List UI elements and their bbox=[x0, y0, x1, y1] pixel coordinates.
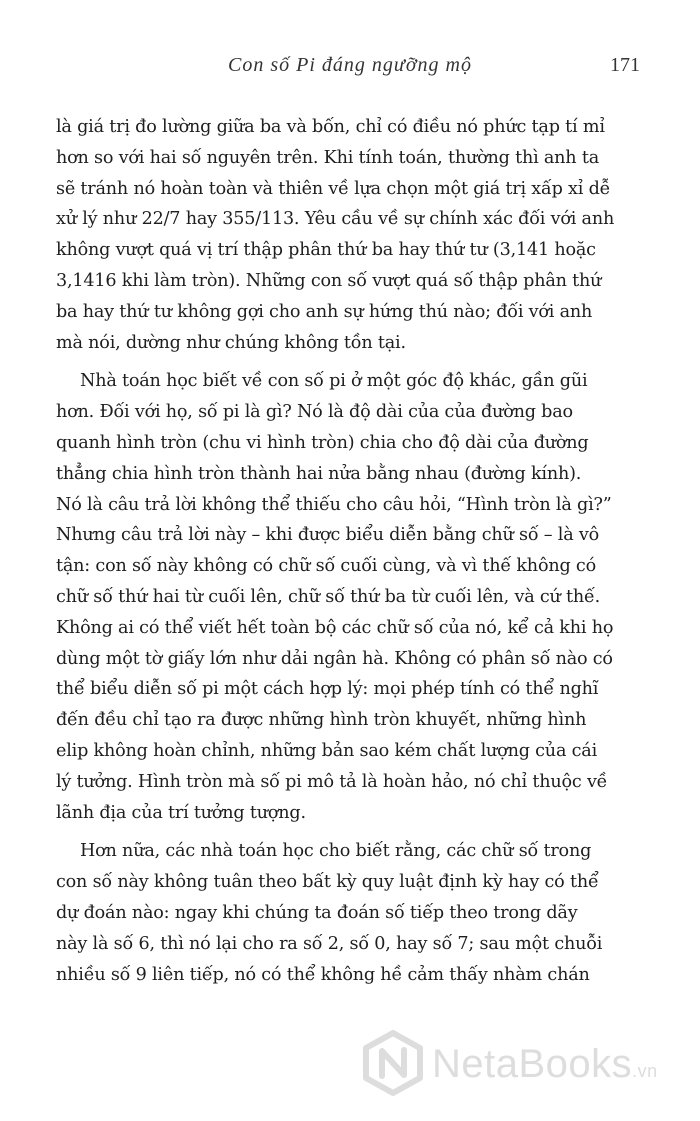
paragraph-3 bbox=[56, 836, 648, 990]
body-text bbox=[56, 112, 648, 990]
text-line: tận: con số này không có chữ số cuối cùng, và vì thế không có bbox=[56, 556, 596, 577]
netabooks-logo-icon bbox=[360, 1030, 426, 1096]
text-line: dùng một tờ giấy lớn như dải ngân hà. Không có phân số nào có bbox=[56, 648, 613, 669]
text-line: đến đều chỉ tạo ra được những hình tròn khuyết, những hình bbox=[56, 710, 587, 731]
text-line: elip không hoàn chỉnh, những bản sao kém chất lượng của cái bbox=[56, 740, 597, 761]
text-line: 3,1416 khi làm tròn). Những con số vượt quá số thập phân thứ bbox=[56, 270, 602, 291]
text-line: lãnh địa của trí tưởng tượng. bbox=[56, 802, 306, 823]
text-line: thể biểu diễn số pi một cách hợp lý: mọi phép tính có thể nghĩ bbox=[56, 679, 599, 700]
page-number: 171 bbox=[610, 54, 640, 76]
text-line: xử lý như 22/7 hay 355/113. Yêu cầu về sự chính xác đối với anh bbox=[56, 209, 615, 230]
text-line: Nó là câu trả lời không thể thiếu cho câu hỏi, “Hình tròn là gì?” bbox=[56, 494, 612, 515]
text-line: Hơn nữa, các nhà toán học cho biết rằng, các chữ số trong bbox=[80, 841, 592, 862]
text-line: Nhà toán học biết về con số pi ở một góc độ khác, gần gũi bbox=[80, 371, 588, 392]
text-line: ba hay thứ tư không gợi cho anh sự hứng thú nào; đối với anh bbox=[56, 301, 593, 322]
text-line: không vượt quá vị trí thập phân thứ ba hay thứ tư (3,141 hoặc bbox=[56, 240, 596, 261]
text-line: con số này không tuân theo bất kỳ quy luật định kỳ hay có thể bbox=[56, 872, 599, 893]
text-line: quanh hình tròn (chu vi hình tròn) chia cho độ dài của đường bbox=[56, 432, 589, 453]
running-title: Con số Pi đáng ngưỡng mộ bbox=[228, 54, 472, 76]
text-line: sẽ tránh nó hoàn toàn và thiên về lựa chọn một giá trị xấp xỉ dễ bbox=[56, 178, 611, 199]
text-line: thẳng chia hình tròn thành hai nửa bằng nhau (đường kính). bbox=[56, 463, 582, 484]
netabooks-watermark bbox=[360, 1030, 680, 1100]
watermark-brand: NetaBooks bbox=[432, 1042, 633, 1086]
text-line: dự đoán nào: ngay khi chúng ta đoán số tiếp theo trong dãy bbox=[56, 902, 578, 923]
watermark-suffix: .vn bbox=[632, 1061, 658, 1081]
text-line: lý tưởng. Hình tròn mà số pi mô tả là hoàn hảo, nó chỉ thuộc về bbox=[56, 771, 608, 792]
paragraph-spacer bbox=[56, 358, 648, 366]
text-line: hơn. Đối với họ, số pi là gì? Nó là độ dài của của đường bao bbox=[56, 402, 573, 423]
paragraph-spacer bbox=[56, 828, 648, 836]
text-line: Không ai có thể viết hết toàn bộ các chữ số của nó, kể cả khi họ bbox=[56, 617, 614, 638]
watermark-text bbox=[432, 1042, 658, 1087]
paragraph-2 bbox=[56, 366, 648, 828]
text-line: nhiều số 9 liên tiếp, nó có thể không hề cảm thấy nhàm chán bbox=[56, 964, 590, 985]
text-line: chữ số thứ hai từ cuối lên, chữ số thứ ba từ cuối lên, và cứ thế. bbox=[56, 586, 601, 607]
paragraph-1 bbox=[56, 112, 648, 358]
text-line: Nhưng câu trả lời này – khi được biểu diễn bằng chữ số – là vô bbox=[56, 525, 600, 546]
text-line: hơn so với hai số nguyên trên. Khi tính toán, thường thì anh ta bbox=[56, 147, 599, 168]
text-line: này là số 6, thì nó lại cho ra số 2, số 0, hay số 7; sau một chuỗi bbox=[56, 933, 603, 954]
page-header bbox=[0, 48, 700, 84]
text-line: mà nói, dường như chúng không tồn tại. bbox=[56, 332, 406, 353]
text-line: là giá trị đo lường giữa ba và bốn, chỉ có điều nó phức tạp tí mỉ bbox=[56, 117, 605, 137]
